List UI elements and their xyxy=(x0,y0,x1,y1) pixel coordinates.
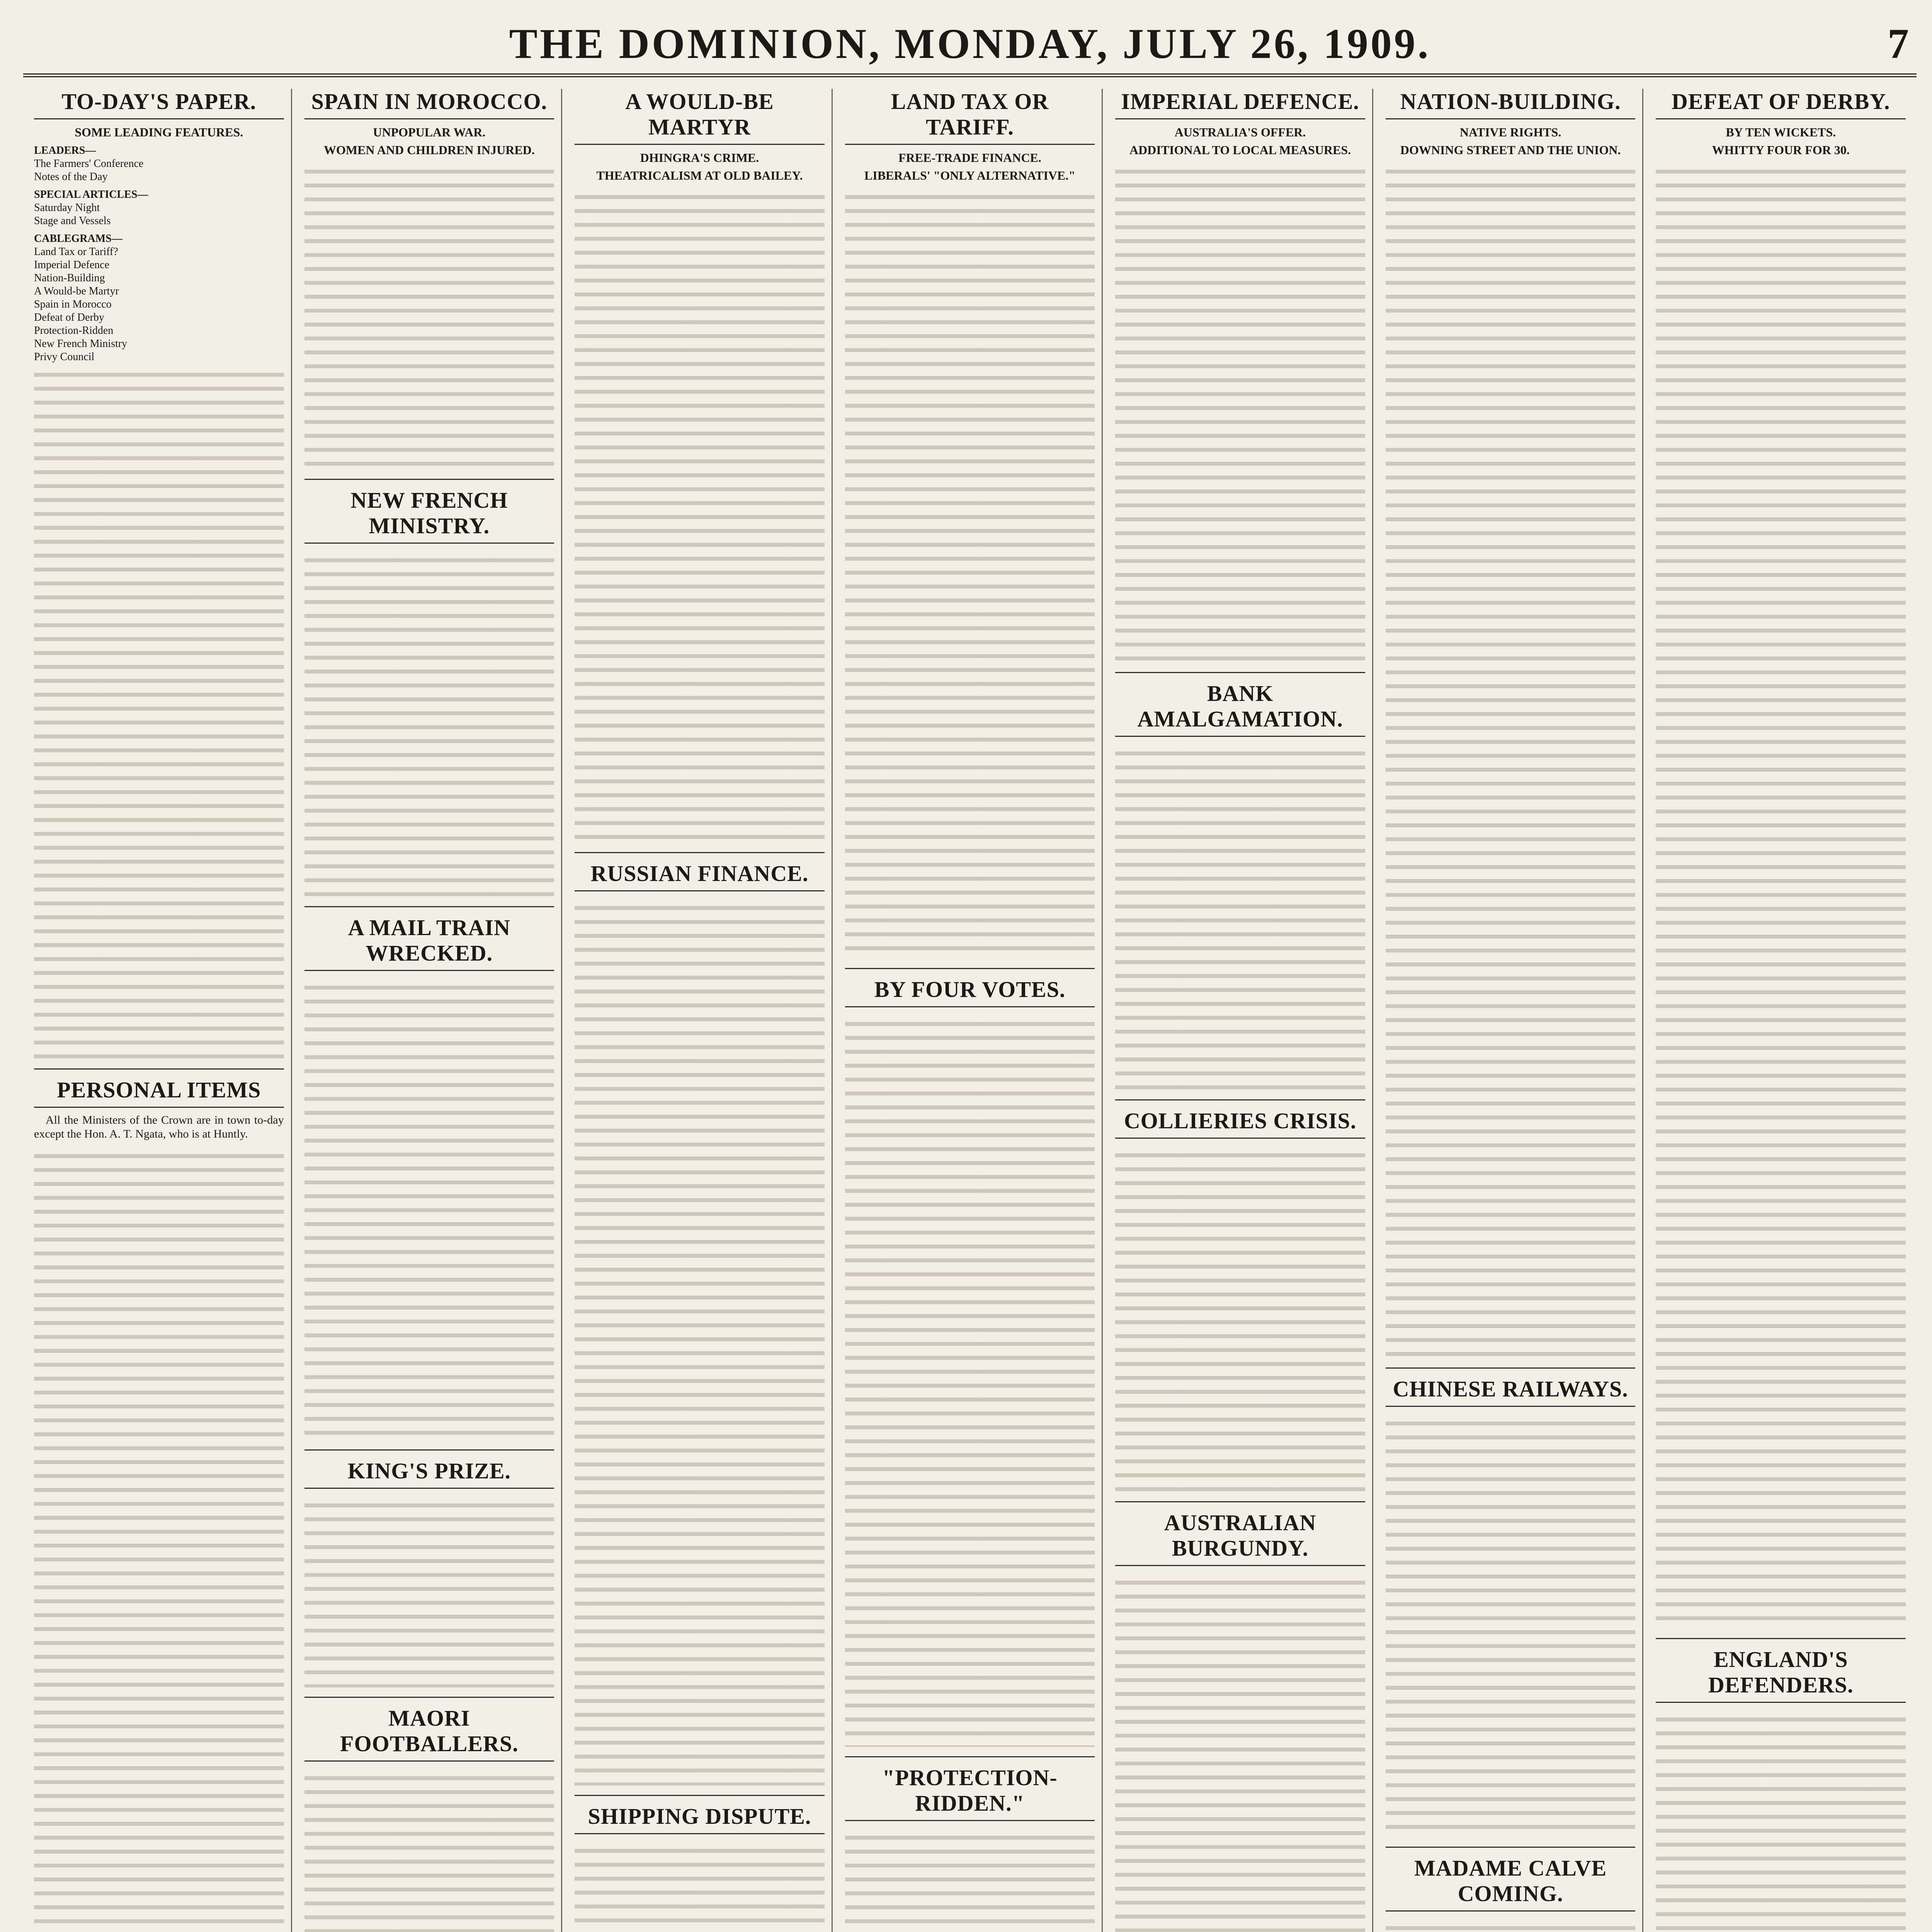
text-block xyxy=(1656,160,1906,1629)
text-block xyxy=(304,976,554,1440)
masthead xyxy=(23,15,1917,77)
toc-item: Land Tax or Tariff? xyxy=(34,246,118,258)
toc-item: Spain in Morocco xyxy=(34,298,112,310)
column-headline: DEFEAT OF DERBY. xyxy=(1656,89,1906,119)
text-block xyxy=(1386,1917,1636,1932)
column-subhead: AUSTRALIA'S OFFER. xyxy=(1174,125,1306,139)
page-number: 7 xyxy=(1888,20,1909,67)
paragraph: All the Ministers of the Crown are in town to-day except the Hon. A. T. Ngata, who is at Huntly. xyxy=(34,1114,284,1140)
toc-item: Stage and Vessels xyxy=(34,215,111,227)
table-of-contents xyxy=(34,144,284,364)
section-headline: AUSTRALIAN BURGUNDY. xyxy=(1115,1510,1365,1566)
text-block xyxy=(304,1494,554,1687)
text-block xyxy=(575,1840,825,1932)
toc-item: Notes of the Day xyxy=(34,171,108,183)
column-subhead: ADDITIONAL TO LOCAL MEASURES. xyxy=(1129,143,1351,157)
toc-item: A Would-be Martyr xyxy=(34,285,119,297)
text-block xyxy=(304,549,554,897)
column-headline: SPAIN IN MOROCCO. xyxy=(304,89,554,119)
text-block xyxy=(34,1145,284,1932)
toc-item: Privy Council xyxy=(34,351,95,363)
text-block xyxy=(575,186,825,843)
section-headline: KING'S PRIZE. xyxy=(304,1458,554,1489)
section-headline: "PROTECTION-RIDDEN." xyxy=(845,1765,1095,1821)
text-block xyxy=(1115,1571,1365,1932)
column-1 xyxy=(27,89,292,1932)
toc-item: Imperial Defence xyxy=(34,259,110,271)
column-headline: IMPERIAL DEFENCE. xyxy=(1115,89,1365,119)
toc-item: Defeat of Derby xyxy=(34,311,104,323)
column-subhead: LIBERALS' "ONLY ALTERNATIVE." xyxy=(864,168,1076,182)
toc-item: SPECIAL ARTICLES— xyxy=(34,189,148,201)
column-subhead: WOMEN AND CHILDREN INJURED. xyxy=(323,143,535,157)
column-headline: A WOULD-BE MARTYR xyxy=(575,89,825,145)
toc-item: Nation-Building xyxy=(34,272,105,284)
section-headline: ENGLAND'S DEFENDERS. xyxy=(1656,1647,1906,1703)
column-2 xyxy=(298,89,563,1932)
column-7 xyxy=(1649,89,1913,1932)
column-headline: LAND TAX OR TARIFF. xyxy=(845,89,1095,145)
text-block xyxy=(575,897,825,1786)
column-3 xyxy=(568,89,833,1932)
text-block xyxy=(304,1767,554,1932)
text-block xyxy=(1656,1708,1906,1932)
column-subhead: DOWNING STREET AND THE UNION. xyxy=(1400,143,1621,157)
column-subhead: WHITTY FOUR FOR 30. xyxy=(1712,143,1850,157)
toc-item: The Farmers' Conference xyxy=(34,158,144,170)
column-headline: NATION-BUILDING. xyxy=(1386,89,1636,119)
section-headline: BANK AMALGAMATION. xyxy=(1115,681,1365,737)
section-headline: BY FOUR VOTES. xyxy=(845,977,1095,1007)
column-subhead: THEATRICALISM AT OLD BAILEY. xyxy=(596,168,803,182)
toc-item: Protection-Ridden xyxy=(34,325,114,337)
section-headline: MAORI FOOTBALLERS. xyxy=(304,1706,554,1762)
section-headline: CHINESE RAILWAYS. xyxy=(1386,1376,1636,1407)
masthead-title: THE DOMINION, MONDAY, JULY 26, 1909. xyxy=(509,20,1431,67)
text-block xyxy=(845,186,1095,959)
section-headline: A MAIL TRAIN WRECKED. xyxy=(304,915,554,971)
text-block xyxy=(1115,160,1365,663)
toc-item: Saturday Night xyxy=(34,202,100,214)
text-block xyxy=(1115,1144,1365,1492)
text-block xyxy=(304,160,554,469)
section-headline: RUSSIAN FINANCE. xyxy=(575,861,825,891)
column-subhead: NATIVE RIGHTS. xyxy=(1459,125,1561,139)
column-headline: TO-DAY'S PAPER. xyxy=(34,89,284,119)
text-block xyxy=(1115,742,1365,1090)
section-headline: SHIPPING DISPUTE. xyxy=(575,1804,825,1834)
column-subhead: DHINGRA'S CRIME. xyxy=(640,151,759,165)
section-headline: NEW FRENCH MINISTRY. xyxy=(304,488,554,544)
columns xyxy=(27,89,1913,1932)
text-block xyxy=(1386,1412,1636,1837)
text-block xyxy=(845,1827,1095,1932)
column-subhead: FREE-TRADE FINANCE. xyxy=(898,151,1041,165)
toc-title: LEADERS— xyxy=(34,145,96,156)
column-5 xyxy=(1108,89,1373,1932)
column-subhead: SOME LEADING FEATURES. xyxy=(75,125,243,139)
section-headline: PERSONAL ITEMS xyxy=(34,1077,284,1108)
section-headline: MADAME CALVE COMING. xyxy=(1386,1855,1636,1912)
text-block xyxy=(1386,160,1636,1358)
toc-item: CABLEGRAMS— xyxy=(34,233,122,245)
column-4 xyxy=(838,89,1103,1932)
toc-item: New French Ministry xyxy=(34,338,128,350)
text-block xyxy=(845,1013,1095,1747)
column-subhead: BY TEN WICKETS. xyxy=(1726,125,1836,139)
column-subhead: UNPOPULAR WAR. xyxy=(373,125,486,139)
column-6 xyxy=(1379,89,1644,1932)
section-headline: COLLIERIES CRISIS. xyxy=(1115,1108,1365,1139)
text-block xyxy=(34,364,284,1059)
